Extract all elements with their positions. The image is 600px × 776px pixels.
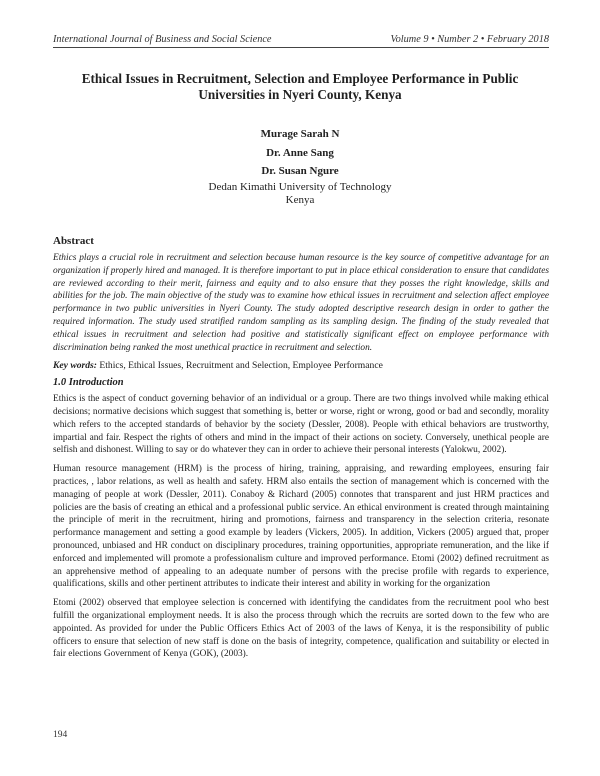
affiliation-institution: Dedan Kimathi University of Technology — [208, 180, 392, 193]
keywords-text: Ethics, Ethical Issues, Recruitment and Selection, Employee Performance — [99, 360, 383, 372]
author-name: Dr. Susan Ngure — [261, 165, 339, 177]
issue-info: Volume 9 • Number 2 • February 2018 — [390, 34, 549, 45]
journal-name: International Journal of Business and Social Science — [53, 34, 272, 45]
body-paragraph: Etomi (2002) observed that employee selection is concerned with identifying the candidates from the recruitment pool who best fulfill the organizational employment needs. It is also the process through which the recruits are sorted down to the few who are appointed. As provided for under the Public Officers Ethics Act of 2003 of the laws of Kenya, it is the responsibility of public officers to ensure that selection of new staff is done on the basis of integrity, competence, qualification and suitability or elected in fair elections Government of Kenya (GOK), (2003). — [53, 598, 549, 660]
running-header — [53, 34, 549, 48]
page-number: 194 — [53, 730, 68, 740]
paper-title: Ethical Issues in Recruitment, Selection and Employee Performance in Public Universities in Nyeri County, Kenya — [81, 71, 519, 102]
abstract-heading: Abstract — [53, 235, 94, 247]
introduction-heading: 1.0 Introduction — [53, 377, 124, 389]
paper-body — [53, 234, 549, 667]
author-name: Murage Sarah N — [260, 128, 340, 140]
keywords — [53, 360, 549, 373]
author-name: Dr. Anne Sang — [266, 146, 334, 159]
body-paragraph: Ethics is the aspect of conduct governing behavior of an individual or a group. There are two things involved while making ethical decisions; normative decisions which suggest that something is, better or worse, right or wrong, good or bad and secondly, morality which refers to the accepted standards of behavior by the society (Dessler, 2008). People with ethical behaviors are trustworthy, impartial and fair. Respect the rights of others and mind in the impact of their actions on society. Conversely, unethical people are selfish and dishonest. Willing to say or do whatever they can in order to achieve their personal interests (Yalokwu, 2002). — [53, 394, 549, 456]
keywords-label: Key words: — [53, 360, 97, 372]
body-paragraph: Human resource management (HRM) is the process of hiring, training, appraising, and rewarding employees, ensuring fair practices, , labor relations, as well as health and safety. HRM also entails the section of management which is concerned with the managing of people at work (Dessler, 2011). Conaboy & Richard (2005) connotes that transparent and just HRM practices and policies are the basis of creating an ethical and a professional public service. An ethical environment is created through maintaining the principle of merit in the recruitment, hiring and promotions, fairness and transparency in the selection criteria, resonate performance management and setting a good example by leaders (Vickers, 2005). In addition, Vickers (2005) argued that, proper pronounced, unbiased and HR conduct on disciplinary procedures, training opportunities, appropriate remuneration, and the like if enforced and implemented will promote a professionalism culture and improved performance. Etomi (2002) defined recruitment as an apprehensive method of appealing to an adequate number of persons with the precise profile with regards to experience, qualifications, skills and other pertinent attributes to indicate their interest and ability in working for the organization — [53, 464, 549, 590]
author-block — [100, 125, 500, 207]
affiliation-country: Kenya — [285, 193, 315, 206]
abstract-text: Ethics plays a crucial role in recruitment and selection because human resource is the key source of competitive advantage for an organization if properly hired and managed. It is therefore important to put in place ethical consideration to ensure that candidates are reviewed according to their merit, fairness and equity and to also ensure that they posses the right knowledge, skills and abilities for the job. The main objective of the study was to examine how ethical issues in recruitment and selection affect employee performance in two public universities in Nyeri County. The study adopted descriptive research design in order to gather the required information. The study used stratified random sampling as its sampling design. The finding of the study revealed that ethical issues in recruitment and selection had positive and statistically significant effect on employee performance with discrimination being ranked the most unethical practice in recruitment and selection. — [53, 253, 549, 353]
